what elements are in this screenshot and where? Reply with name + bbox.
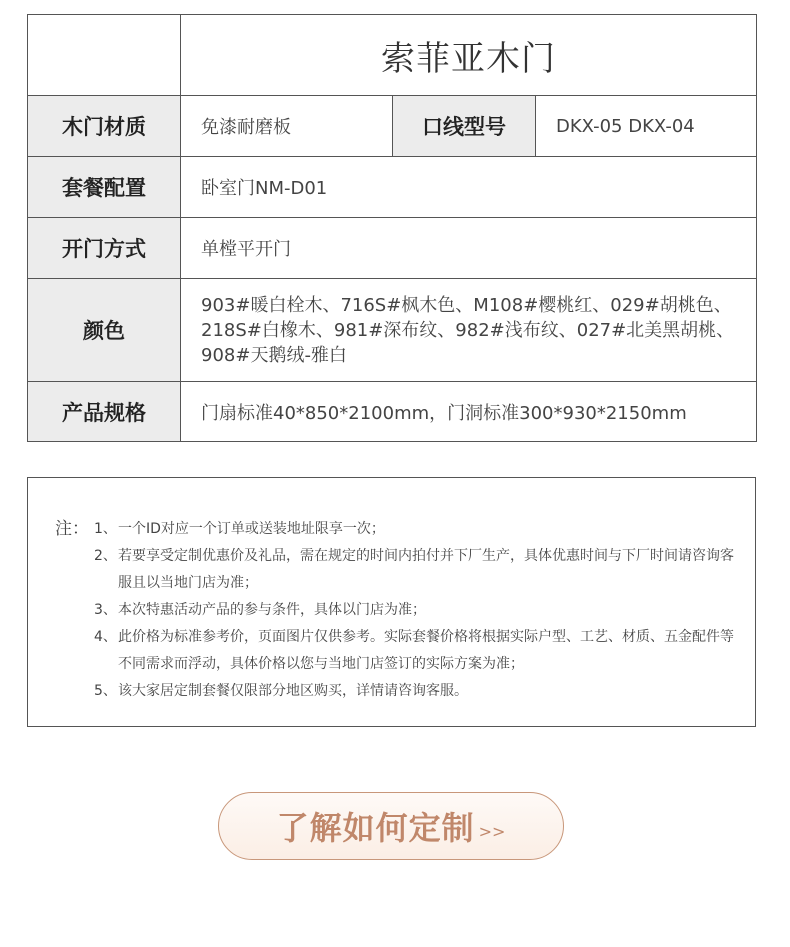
color-value: 903#暖白栓木、716S#枫木色、M108#樱桃红、029#胡桃色、218S#白橡木、981#深布纹、982#浅布纹、027#北美黑胡桃、908#天鹅绒-雅白	[181, 279, 757, 382]
learn-customize-label: 了解如何定制	[276, 809, 475, 847]
molding-label: 口线型号	[393, 96, 536, 157]
note-text: 本次特惠活动产品的参与条件，具体以门店为准；	[118, 602, 426, 618]
note-item	[94, 678, 744, 705]
spec-value: 门扇标准40*850*2100mm，门洞标准300*930*2150mm	[181, 382, 757, 442]
note-text: 此价格为标准参考价，页面图片仅供参考。实际套餐价格将根据实际户型、工艺、材质、五金配件等不同需求而浮动，具体价格以您与当地门店签订的实际方案为准；	[118, 629, 734, 672]
note-text: 一个ID对应一个订单或送装地址限享一次；	[118, 521, 385, 537]
package-value: 卧室门NM-D01	[181, 157, 757, 218]
note-number: 4、	[94, 629, 117, 645]
note-item	[94, 543, 744, 597]
opening-label: 开门方式	[28, 218, 181, 279]
note-number: 2、	[94, 548, 117, 564]
notes-box	[27, 477, 756, 727]
color-label: 颜色	[28, 279, 181, 382]
double-chevron-right-icon: >>	[478, 821, 506, 841]
learn-customize-button[interactable]	[218, 792, 564, 860]
material-label: 木门材质	[28, 96, 181, 157]
title-blank-cell	[28, 15, 181, 96]
spec-table	[27, 14, 757, 442]
note-number: 3、	[94, 602, 117, 618]
note-item	[94, 624, 744, 678]
notes-prefix: 注：	[55, 519, 89, 539]
opening-value: 单樘平开门	[181, 218, 757, 279]
material-value: 免漆耐磨板	[181, 96, 393, 157]
spec-label: 产品规格	[28, 382, 181, 442]
note-number: 5、	[94, 683, 117, 699]
package-label: 套餐配置	[28, 157, 181, 218]
note-item	[94, 516, 744, 543]
note-number: 1、	[94, 521, 117, 537]
note-text: 该大家居定制套餐仅限部分地区购买，详情请咨询客服。	[118, 683, 468, 699]
product-title: 索菲亚木门	[181, 15, 757, 96]
note-text: 若要享受定制优惠价及礼品，需在规定的时间内拍付并下厂生产，具体优惠时间与下厂时间请咨询客服且以当地门店为准；	[118, 548, 734, 591]
molding-value: DKX-05 DKX-04	[536, 96, 757, 157]
note-item	[94, 597, 744, 624]
notes-list	[94, 516, 744, 705]
